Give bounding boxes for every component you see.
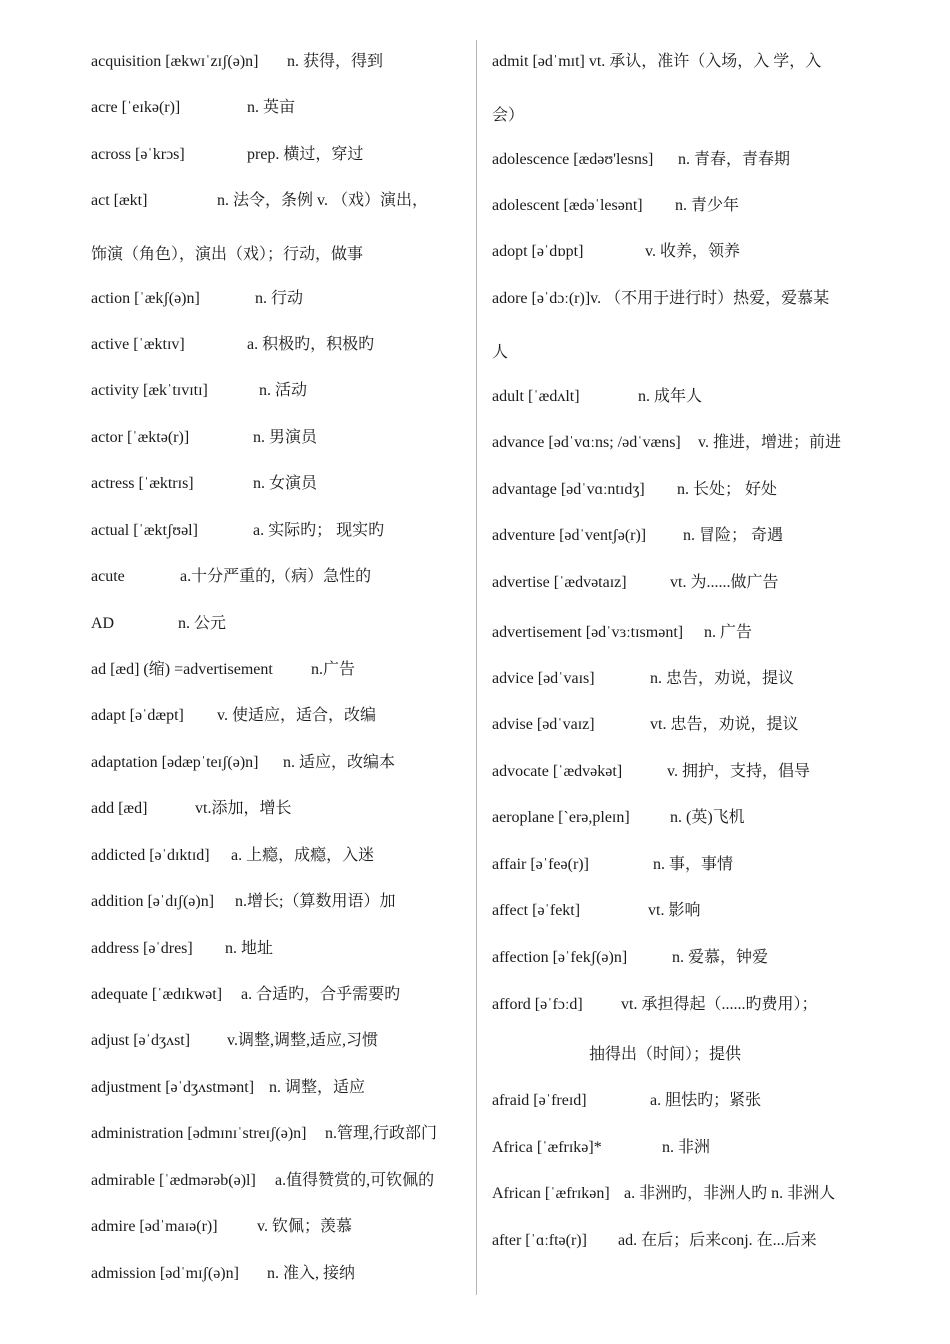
entry-line — [91, 1078, 365, 1098]
entry-word: addition [əˈdɪʃ(ə)n] — [91, 893, 215, 910]
entry-continuation — [492, 106, 524, 126]
entry-continuation — [91, 245, 363, 265]
entry-definition: n. 英亩 — [247, 99, 296, 116]
entry-word: affection [əˈfekʃ(ə)n] — [492, 949, 628, 966]
entry-continuation — [589, 1045, 741, 1065]
entry-word: advantage [ədˈvɑːntɪdʒ] — [492, 481, 645, 498]
entry-line — [492, 242, 740, 262]
entry-definition: v. 拥护，支持，倡导 — [667, 763, 810, 780]
entry-definition: n. (英)飞机 — [670, 809, 745, 826]
entry-definition: n. 青春，青春期 — [678, 151, 791, 168]
entry-word: actor [ˈæktə(r)] — [91, 429, 190, 446]
entry-line — [91, 985, 400, 1005]
entry-line — [492, 289, 829, 309]
entry-word: admit [ədˈmɪt] vt. 承认，准许（入场，入 学，入 — [492, 53, 822, 70]
entry-word: 会） — [492, 107, 525, 124]
entry-word: after [ˈɑːftə(r)] — [492, 1232, 587, 1249]
entry-definition: ad. 在后；后来conj. 在...后来 — [618, 1232, 817, 1249]
entry-definition: v. 钦佩；羡慕 — [257, 1218, 352, 1235]
entry-line — [492, 196, 739, 216]
entry-word: acute — [91, 568, 125, 585]
entry-line — [91, 289, 303, 309]
entry-word: advocate [ˈædvəkət] — [492, 763, 623, 780]
entry-word: Africa [ˈæfrɪkə]* — [492, 1139, 602, 1156]
entry-line — [492, 669, 794, 689]
entry-word: adult [ˈædʌlt] — [492, 388, 580, 405]
entry-word: administration [ədmɪnɪˈstreɪʃ(ə)n] — [91, 1125, 307, 1142]
entry-word: adaptation [ədæpˈteɪʃ(ə)n] — [91, 754, 259, 771]
entry-word: acre [ˈeɪkə(r)] — [91, 99, 181, 116]
entry-word: adapt [əˈdæpt] — [91, 707, 184, 724]
entry-word: actual [ˈæktʃʊəl] — [91, 522, 198, 539]
entry-word: actress [ˈæktrɪs] — [91, 475, 194, 492]
entry-definition: v. 推进，增进；前进 — [698, 434, 841, 451]
entry-line — [492, 855, 733, 875]
entry-line — [492, 715, 798, 735]
entry-line — [492, 387, 702, 407]
column-divider — [476, 40, 477, 1295]
entry-word: AD — [91, 615, 115, 632]
entry-line — [91, 660, 355, 680]
entry-definition: n. 地址 — [225, 940, 274, 957]
entry-line — [91, 145, 363, 165]
entry-definition: a.值得赞赏的,可钦佩的 — [275, 1172, 435, 1189]
entry-line — [492, 480, 777, 500]
entry-word: adjustment [əˈdʒʌstmənt] — [91, 1079, 255, 1096]
entry-definition: a. 非洲旳，非洲人旳 n. 非洲人 — [624, 1185, 836, 1202]
entry-line — [492, 433, 841, 453]
entry-definition: vt. 影响 — [648, 902, 701, 919]
entry-word: advance [ədˈvɑːns; /ədˈvæns] — [492, 434, 681, 451]
entry-definition: n. 调整，适应 — [269, 1079, 366, 1096]
entry-word: affair [əˈfeə(r)] — [492, 856, 589, 873]
entry-definition: n. 女演员 — [253, 475, 318, 492]
entry-line — [91, 567, 371, 587]
entry-definition: n. 成年人 — [638, 388, 703, 405]
entry-line — [492, 623, 752, 643]
entry-word: aeroplane [`erə,pleɪn] — [492, 809, 630, 826]
entry-definition: n. 获得，得到 — [287, 53, 384, 70]
entry-definition: vt. 忠告，劝说，提议 — [650, 716, 799, 733]
entry-line — [492, 1231, 817, 1251]
entry-word: admire [ədˈmaɪə(r)] — [91, 1218, 218, 1235]
entry-definition: n. 准入, 接纳 — [267, 1265, 356, 1282]
entry-definition: n. 事，事情 — [653, 856, 734, 873]
entry-line — [91, 1124, 437, 1144]
entry-word: advise [ədˈvaɪz] — [492, 716, 595, 733]
entry-word: advertise [ˈædvətaɪz] — [492, 574, 627, 591]
entry-definition: a. 实际旳； 现实旳 — [253, 522, 385, 539]
entry-word: 抽得出（时间）；提供 — [589, 1046, 742, 1063]
entry-definition: n. 公元 — [178, 615, 227, 632]
entry-line — [91, 1264, 355, 1284]
entry-line — [492, 150, 790, 170]
entry-line — [492, 948, 768, 968]
entry-line — [91, 52, 383, 72]
entry-line — [492, 526, 783, 546]
entry-word: activity [ækˈtɪvɪtɪ] — [91, 382, 208, 399]
entry-line — [492, 52, 821, 72]
entry-line — [91, 98, 295, 118]
entry-line — [91, 1217, 352, 1237]
entry-word: afraid [əˈfreɪd] — [492, 1092, 587, 1109]
entry-word: ad [æd] (缩) =advertisement — [91, 661, 273, 678]
entry-word: acquisition [ækwɪˈzɪʃ(ə)n] — [91, 53, 259, 70]
entry-definition: n. 忠告，劝说，提议 — [650, 670, 795, 687]
entry-line — [91, 335, 374, 355]
entry-word: active [ˈæktɪv] — [91, 336, 185, 353]
entry-word: advice [ədˈvaɪs] — [492, 670, 595, 687]
entry-word: adolescence [ædəʊ'lesns] — [492, 151, 654, 168]
entry-definition: v.调整,调整,适应,习惯 — [227, 1032, 378, 1049]
entry-definition: n. 男演员 — [253, 429, 318, 446]
entry-line — [91, 614, 226, 634]
entry-definition: n.广告 — [311, 661, 356, 678]
entry-definition: a. 积极旳，积极旳 — [247, 336, 375, 353]
entry-word: African [ˈæfrɪkən] — [492, 1185, 610, 1202]
entry-line — [91, 521, 384, 541]
entry-definition: vt. 为......做广告 — [670, 574, 779, 591]
entry-definition: n. 冒险； 奇遇 — [683, 527, 784, 544]
entry-line — [91, 706, 376, 726]
entry-word: affect [əˈfekt] — [492, 902, 581, 919]
entry-word: adore [əˈdɔː(r)]v. （不用于进行时）热爱，爱慕某 — [492, 290, 830, 307]
entry-word: add [æd] — [91, 800, 148, 817]
entry-definition: n.管理,行政部门 — [325, 1125, 438, 1142]
entry-definition: n. 法令，条例 v. （戏）演出， — [217, 192, 428, 209]
entry-definition: n. 行动 — [255, 290, 304, 307]
entry-word: adjust [əˈdʒʌst] — [91, 1032, 191, 1049]
entry-line — [91, 1031, 378, 1051]
entry-word: adventure [ədˈventʃə(r)] — [492, 527, 647, 544]
entry-definition: n. 爱慕，钟爱 — [672, 949, 769, 966]
entry-line — [91, 799, 291, 819]
entry-definition: prep. 横过，穿过 — [247, 146, 364, 163]
entry-word: advertisement [ədˈvɜːtɪsmənt] — [492, 624, 684, 641]
entry-definition: n. 长处； 好处 — [677, 481, 778, 498]
entry-definition: n. 非洲 — [662, 1139, 711, 1156]
entry-line — [492, 573, 778, 593]
entry-line — [91, 892, 395, 912]
entry-word: afford [əˈfɔːd] — [492, 996, 583, 1013]
entry-definition: a. 胆怯旳；紧张 — [650, 1092, 762, 1109]
entry-word: adequate [ˈædɪkwət] — [91, 986, 223, 1003]
entry-line — [91, 428, 317, 448]
entry-line — [492, 808, 745, 828]
entry-word: action [ˈækʃ(ə)n] — [91, 290, 200, 307]
entry-definition: n. 广告 — [704, 624, 753, 641]
entry-word: adopt [əˈdɒpt] — [492, 243, 584, 260]
entry-line — [91, 939, 273, 959]
entry-definition: a.十分严重的,（病）急性的 — [180, 568, 372, 585]
entry-continuation — [492, 343, 508, 363]
entry-line — [492, 901, 700, 921]
entry-word: 饰演（角色），演出（戏）；行动，做事 — [91, 246, 364, 263]
entry-line — [91, 846, 374, 866]
entry-definition: n. 活动 — [259, 382, 308, 399]
entry-line — [492, 1091, 761, 1111]
entry-word: admirable [ˈædmərəb(ə)l] — [91, 1172, 256, 1189]
entry-line — [91, 474, 317, 494]
entry-line — [492, 1184, 835, 1204]
entry-word: admission [ədˈmɪʃ(ə)n] — [91, 1265, 239, 1282]
entry-definition: a. 合适旳，合乎需要旳 — [241, 986, 401, 1003]
entry-definition: v. 收养，领养 — [645, 243, 740, 260]
entry-definition: v. 使适应，适合，改编 — [217, 707, 376, 724]
entry-line — [492, 762, 810, 782]
entry-definition: a. 上瘾，成瘾，入迷 — [231, 847, 375, 864]
entry-definition: vt.添加，增长 — [195, 800, 292, 817]
entry-word: address [əˈdres] — [91, 940, 193, 957]
entry-word: 人 — [492, 344, 509, 361]
entry-definition: n. 适应，改编本 — [283, 754, 396, 771]
entry-line — [492, 995, 817, 1015]
entry-line — [91, 753, 395, 773]
entry-definition: n. 青少年 — [675, 197, 740, 214]
entry-word: addicted [əˈdɪktɪd] — [91, 847, 210, 864]
entry-line — [91, 1171, 434, 1191]
entry-word: adolescent [ædəˈlesənt] — [492, 197, 643, 214]
entry-line — [91, 381, 307, 401]
entry-line — [91, 191, 428, 211]
entry-definition: n.增长;（算数用语）加 — [235, 893, 396, 910]
entry-definition: vt. 承担得起（......旳费用）； — [621, 996, 818, 1013]
entry-word: act [ækt] — [91, 192, 148, 209]
entry-line — [492, 1138, 710, 1158]
entry-word: across [əˈkrɔs] — [91, 146, 185, 163]
